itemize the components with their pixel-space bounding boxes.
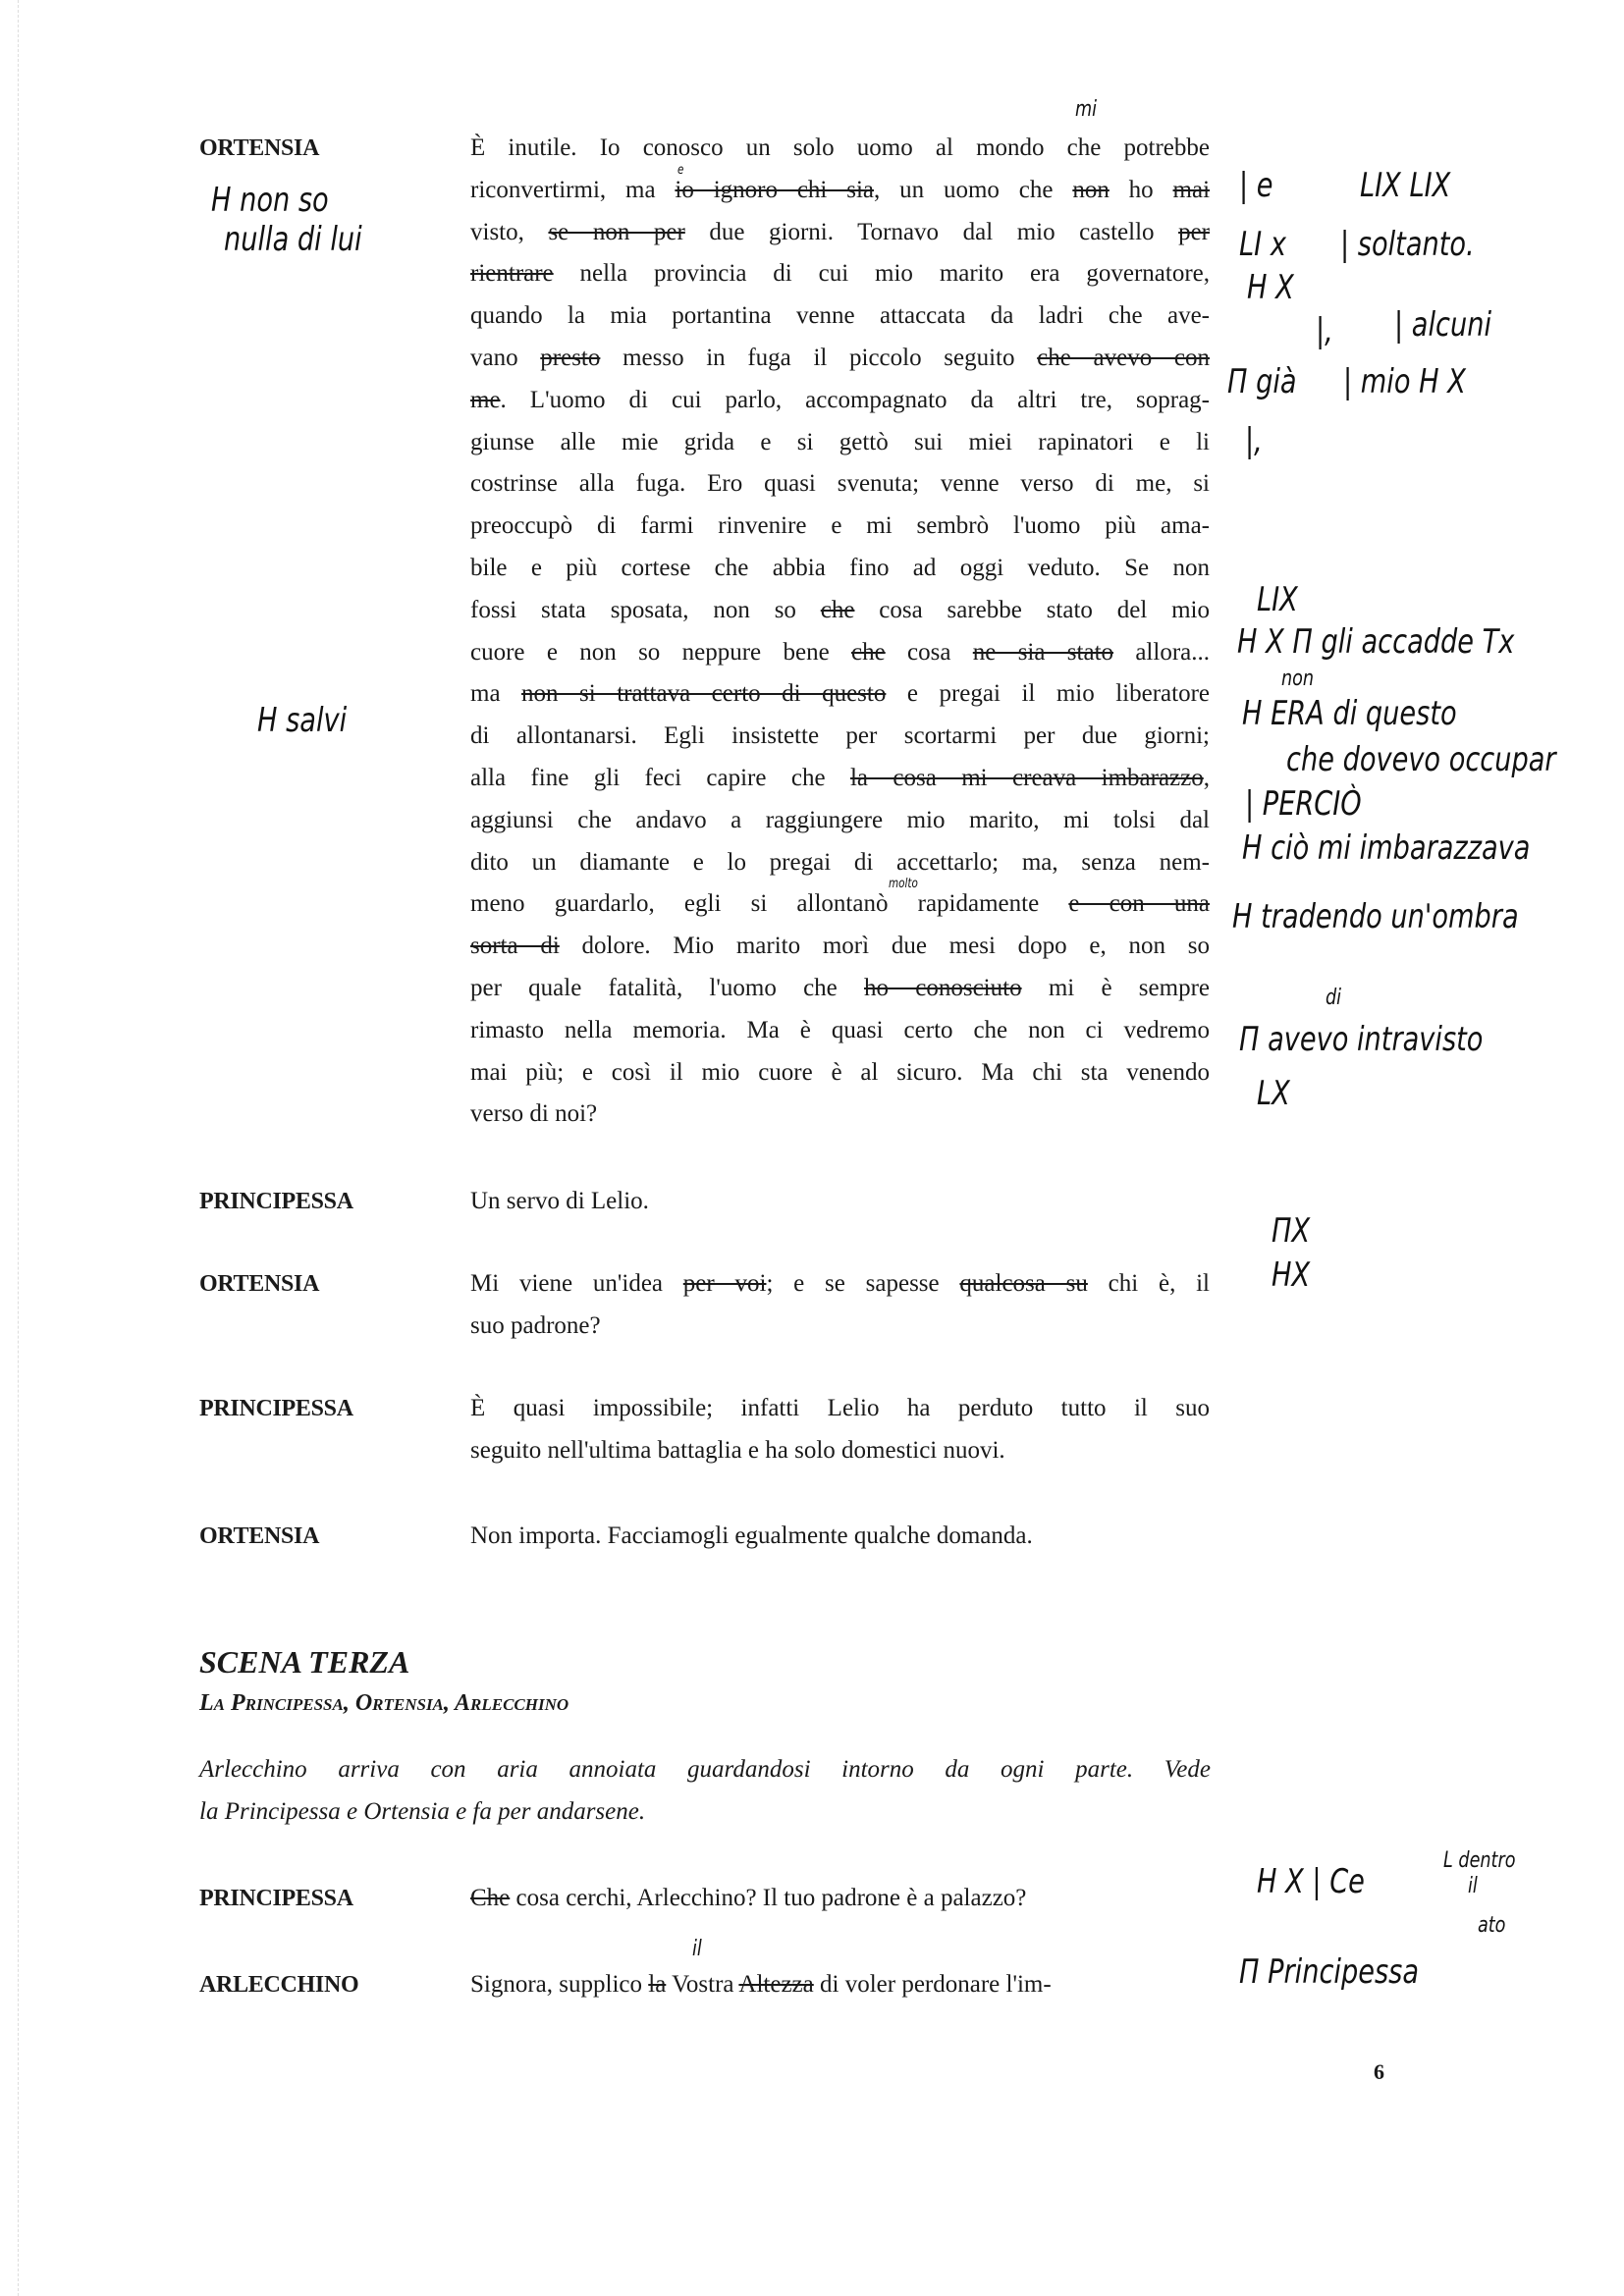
text-line <box>470 1516 1210 1558</box>
text-segment: Vostra <box>666 1971 739 1998</box>
text-segment: mi è sempre <box>1021 974 1210 1001</box>
scene-characters: La Principessa, Ortensia, Arlecchino <box>199 1690 569 1716</box>
text-segment: chi è, il <box>1087 1270 1211 1297</box>
text-line <box>470 758 1210 800</box>
struck-text: non <box>1072 176 1110 203</box>
scan-edge <box>0 0 19 2296</box>
speaker-name: ORTENSIA <box>199 1523 320 1549</box>
handwritten-note: che dovevo occupar <box>1286 740 1556 779</box>
text-segment: Mi viene un'idea <box>470 1270 683 1297</box>
struck-text: sorta di <box>470 933 560 960</box>
text-segment: seguito nell'ultima battaglia e ha solo domestici nuovi. <box>470 1436 1005 1464</box>
stage-direction-line: Arlecchino arriva con aria annoiata guardandosi intorno da ogni parte. Vede <box>199 1756 1211 1783</box>
text-segment: costrinse alla fuga. Ero quasi svenuta; venne verso di me, si <box>470 470 1210 498</box>
text-line <box>470 632 1210 674</box>
struck-text: per <box>1178 218 1210 245</box>
handwritten-note: e <box>677 163 684 178</box>
text-line <box>470 1094 1210 1136</box>
text-line <box>470 842 1210 884</box>
speech-text <box>470 1516 1210 1558</box>
handwritten-note: di <box>1326 986 1342 1010</box>
struck-text: Che <box>470 1885 511 1911</box>
handwritten-note: | alcuni <box>1394 305 1492 345</box>
text-segment: suo padrone? <box>470 1311 601 1339</box>
text-segment: alla fine gli feci capire che <box>470 764 850 791</box>
struck-text: presto <box>540 344 601 371</box>
handwritten-note: | mio H X <box>1343 362 1466 401</box>
handwritten-note: molto <box>889 877 918 891</box>
page-number: 6 <box>1374 2059 1384 2084</box>
struck-text: che <box>820 596 855 623</box>
text-line <box>470 253 1210 295</box>
text-segment: Non importa. Facciamogli egualmente qualche domanda. <box>470 1522 1033 1549</box>
text-segment: allora... <box>1113 638 1210 666</box>
handwritten-note: H tradendo un'ombra <box>1232 897 1519 936</box>
handwritten-note: H X <box>1247 268 1294 307</box>
text-segment: cosa <box>885 638 973 666</box>
text-line <box>470 1430 1210 1472</box>
handwritten-note: H ERA di questo <box>1242 694 1457 733</box>
text-line <box>470 1010 1210 1052</box>
speaker-name: ORTENSIA <box>199 135 320 161</box>
handwritten-note: | e <box>1239 166 1273 205</box>
text-segment: di voler perdonare l'im- <box>813 1971 1052 1998</box>
struck-text: io ignoro chi sia <box>675 176 874 203</box>
handwritten-note: il <box>692 1937 702 1961</box>
speech-text <box>470 1263 1210 1348</box>
text-line <box>470 295 1210 338</box>
handwritten-note: H X Π gli accadde Tx <box>1237 622 1515 662</box>
handwritten-note: LI x <box>1239 225 1286 264</box>
text-segment: dito un diamante e lo pregai di accettarlo; ma, senza nem- <box>470 848 1210 876</box>
text-line <box>470 1263 1210 1306</box>
text-segment: due giorni. Tornavo dal mio castello <box>684 218 1179 245</box>
speaker-name: PRINCIPESSA <box>199 1189 353 1214</box>
handwritten-note: Π già <box>1227 362 1297 401</box>
text-segment: e pregai il mio liberatore <box>886 680 1211 708</box>
text-segment: Un servo di Lelio. <box>470 1188 649 1214</box>
handwritten-note: LIX <box>1257 580 1298 619</box>
handwritten-note: |, <box>1245 421 1263 460</box>
text-line <box>470 800 1210 842</box>
struck-text: per voi <box>682 1270 767 1297</box>
scene-title: SCENA TERZA <box>199 1644 410 1680</box>
struck-text: la <box>648 1971 667 1998</box>
struck-text: e con una <box>1068 890 1210 918</box>
text-segment: ho <box>1109 176 1173 203</box>
text-segment: rimasto nella memoria. Ma è quasi certo che non ci vedremo <box>470 1016 1210 1043</box>
text-segment: visto, <box>470 218 549 245</box>
handwritten-note: nulla di lui <box>224 220 362 259</box>
struck-text: Altezza <box>738 1971 814 1998</box>
handwritten-note: H X | Ce <box>1257 1862 1365 1901</box>
text-segment: preoccupò di farmi rinvenire e mi sembrò l'uomo più ama- <box>470 512 1210 540</box>
handwritten-note: H salvi <box>257 701 348 740</box>
handwritten-note: LIX LIX <box>1360 166 1451 205</box>
text-line <box>470 548 1210 590</box>
struck-text: che avevo con <box>1037 344 1210 371</box>
text-segment: verso di noi? <box>470 1100 598 1128</box>
text-line <box>470 590 1210 632</box>
text-segment: ; e se sapesse <box>766 1270 960 1297</box>
text-line <box>470 883 1210 926</box>
text-segment: bile e più cortese che abbia fino ad oggi veduto. Se non <box>470 554 1210 581</box>
text-segment: fossi stata sposata, non so <box>470 596 821 623</box>
text-line <box>470 673 1210 716</box>
handwritten-note: ato <box>1478 1913 1506 1938</box>
handwritten-note: | soltanto. <box>1340 225 1475 264</box>
handwritten-note: H ciò mi imbarazzava <box>1242 828 1531 868</box>
text-segment: meno guardarlo, egli si allontanò rapidamente <box>470 890 1069 918</box>
text-line <box>470 968 1210 1010</box>
text-segment: per quale fatalità, l'uomo che <box>470 974 865 1001</box>
text-line <box>470 1878 1210 1920</box>
struck-text: ho conosciuto <box>864 974 1022 1001</box>
text-line <box>470 506 1210 548</box>
handwritten-note: Π avevo intravisto <box>1239 1020 1484 1059</box>
text-segment: aggiunsi che andavo a raggiungere mio marito, mi tolsi dal <box>470 806 1210 833</box>
stage-direction-line: la Principessa e Ortensia e fa per andarsene. <box>199 1797 646 1825</box>
struck-text: rientrare <box>470 260 554 288</box>
handwritten-note: L dentro <box>1443 1848 1516 1873</box>
text-line <box>470 212 1210 254</box>
handwritten-note: Π Principessa <box>1239 1952 1420 1992</box>
text-segment: È quasi impossibile; infatti Lelio ha perduto tutto il suo <box>470 1395 1210 1421</box>
struck-text: che <box>851 638 886 666</box>
text-segment: nella provincia di cui mio marito era governatore, <box>553 260 1210 288</box>
struck-text: ne sia stato <box>972 638 1114 666</box>
text-segment: dolore. Mio marito morì due mesi dopo e, non so <box>559 933 1210 960</box>
text-line <box>470 380 1210 422</box>
text-line <box>470 1964 1210 2006</box>
text-line <box>470 1052 1210 1095</box>
struck-text: me <box>470 386 501 413</box>
speaker-name: ARLECCHINO <box>199 1972 359 1998</box>
text-line <box>470 422 1210 464</box>
handwritten-note: non <box>1281 667 1315 691</box>
handwritten-note: il <box>1468 1874 1478 1898</box>
speaker-name: PRINCIPESSA <box>199 1886 353 1911</box>
text-line <box>470 1306 1210 1348</box>
speech-text <box>470 1878 1210 1920</box>
text-segment: , un uomo che <box>874 176 1073 203</box>
text-line <box>470 926 1210 968</box>
text-segment: Signora, supplico <box>470 1971 649 1998</box>
text-line <box>470 338 1210 380</box>
handwritten-note: H non so <box>211 181 329 220</box>
stage-direction <box>199 1749 1211 1834</box>
speech-text <box>470 1181 1210 1223</box>
text-segment: cosa cerchi, Arlecchino? Il tuo padrone è a palazzo? <box>510 1885 1027 1911</box>
text-line <box>470 1388 1210 1430</box>
speaker-name: ORTENSIA <box>199 1271 320 1297</box>
text-line <box>470 128 1210 170</box>
text-segment: giunse alle mie grida e si gettò sui miei rapinatori e li <box>470 428 1210 455</box>
handwritten-note: LX <box>1257 1074 1290 1113</box>
text-segment: , <box>1203 764 1210 791</box>
text-line <box>470 716 1210 758</box>
speech-text <box>470 1964 1210 2006</box>
struck-text: se non per <box>548 218 685 245</box>
text-segment: quando la mia portantina venne attaccata da ladri che ave- <box>470 302 1210 330</box>
text-segment: cuore e non so neppure bene <box>470 638 851 666</box>
text-segment: ma <box>470 680 522 708</box>
struck-text: mai <box>1172 176 1211 203</box>
text-segment: messo in fuga il piccolo seguito <box>600 344 1038 371</box>
text-line <box>470 1181 1210 1223</box>
handwritten-note: HX <box>1272 1255 1311 1295</box>
struck-text: non si trattava certo di questo <box>521 680 887 708</box>
handwritten-note: |, <box>1316 311 1333 350</box>
handwritten-note: mi <box>1075 97 1098 122</box>
text-segment: vano <box>470 344 541 371</box>
text-segment: mai più; e così il mio cuore è al sicuro. Ma chi sta venendo <box>470 1058 1210 1086</box>
text-line <box>470 463 1210 506</box>
text-segment: . L'uomo di cui parlo, accompagnato da altri tre, soprag- <box>500 386 1210 413</box>
text-segment: cosa sarebbe stato del mio <box>854 596 1210 623</box>
handwritten-note: | PERCIÒ <box>1245 784 1362 824</box>
text-line <box>470 170 1210 212</box>
text-segment: riconvertirmi, ma <box>470 176 676 203</box>
struck-text: qualcosa su <box>959 1270 1088 1297</box>
handwritten-note: ΠX <box>1272 1211 1311 1251</box>
text-segment: di allontanarsi. Egli insistette per scortarmi per due giorni; <box>470 722 1210 750</box>
speaker-name: PRINCIPESSA <box>199 1396 353 1421</box>
struck-text: la cosa mi creava imbarazzo <box>849 764 1204 791</box>
text-segment: È inutile. Io conosco un solo uomo al mondo che potrebbe <box>470 134 1210 161</box>
speech-text <box>470 128 1210 1136</box>
speech-text <box>470 1388 1210 1472</box>
